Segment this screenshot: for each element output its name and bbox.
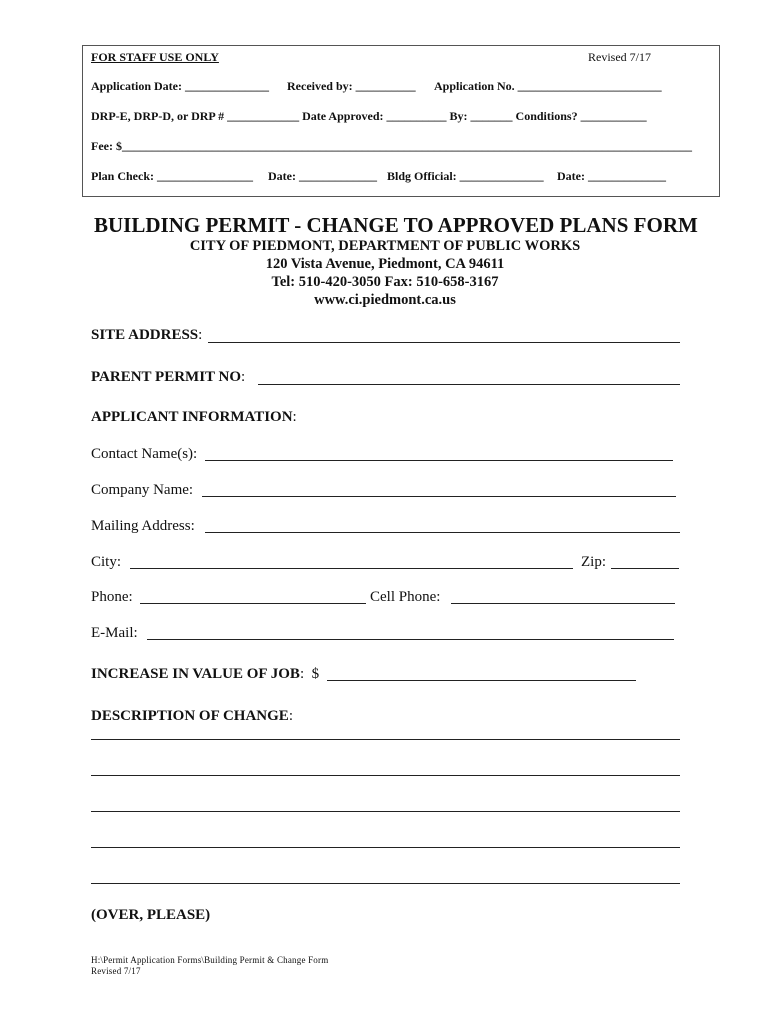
phone-input[interactable]: [140, 603, 366, 604]
plan-check-date-field[interactable]: Date: _____________: [268, 169, 377, 183]
department-address: 120 Vista Avenue, Piedmont, CA 94611: [265, 256, 505, 272]
increase-value-label: INCREASE IN VALUE OF JOB: $: [91, 666, 320, 682]
zip-input[interactable]: [611, 568, 679, 569]
city-label: City:: [91, 554, 122, 570]
zip-label: Zip:: [581, 554, 606, 570]
phone-label: Phone:: [91, 589, 133, 605]
plan-check-field[interactable]: Plan Check: ________________: [91, 169, 253, 183]
application-date-field[interactable]: Application Date: ______________: [91, 79, 269, 93]
fee-field[interactable]: Fee: $_______________________________________________________________________________________________: [91, 139, 692, 153]
parent-permit-label: PARENT PERMIT NO:: [91, 369, 246, 385]
cell-phone-input[interactable]: [451, 603, 675, 604]
description-line-2[interactable]: [91, 775, 680, 776]
description-line-4[interactable]: [91, 847, 680, 848]
applicant-info-heading: APPLICANT INFORMATION:: [91, 409, 297, 425]
bldg-official-date-field[interactable]: Date: _____________: [557, 169, 666, 183]
site-address-label: SITE ADDRESS:: [91, 327, 203, 343]
footer-revised: Revised 7/17: [91, 966, 141, 976]
mailing-address-label: Mailing Address:: [91, 518, 195, 534]
mailing-address-input[interactable]: [205, 532, 680, 533]
over-please-note: (OVER, PLEASE): [91, 907, 211, 923]
parent-permit-input[interactable]: [258, 384, 680, 385]
site-address-input[interactable]: [208, 342, 680, 343]
form-title: BUILDING PERMIT - CHANGE TO APPROVED PLANS FORM: [94, 213, 698, 237]
cell-phone-label: Cell Phone:: [370, 589, 441, 605]
email-input[interactable]: [147, 639, 674, 640]
email-label: E-Mail:: [91, 625, 138, 641]
department-website: www.ci.piedmont.ca.us: [314, 292, 456, 308]
department-phones: Tel: 510-420-3050 Fax: 510-658-3167: [271, 274, 499, 290]
drp-row[interactable]: DRP-E, DRP-D, or DRP # ____________ Date Approved: __________ By: _______ Conditions? ___________: [91, 109, 647, 123]
company-name-label: Company Name:: [91, 482, 194, 498]
revised-label: Revised 7/17: [588, 50, 651, 64]
contact-name-label: Contact Name(s):: [91, 446, 198, 462]
city-input[interactable]: [130, 568, 573, 569]
company-name-input[interactable]: [202, 496, 676, 497]
contact-name-input[interactable]: [205, 460, 673, 461]
footer-file-path: H:\Permit Application Forms\Building Permit & Change Form: [91, 955, 329, 965]
staff-use-heading: FOR STAFF USE ONLY: [91, 50, 219, 64]
description-heading: DESCRIPTION OF CHANGE:: [91, 708, 293, 724]
description-line-1[interactable]: [91, 739, 680, 740]
bldg-official-field[interactable]: Bldg Official: ______________: [387, 169, 544, 183]
increase-value-input[interactable]: [327, 680, 636, 681]
description-line-3[interactable]: [91, 811, 680, 812]
description-line-5[interactable]: [91, 883, 680, 884]
department-name: CITY OF PIEDMONT, DEPARTMENT OF PUBLIC WORKS: [189, 238, 581, 254]
received-by-field[interactable]: Received by: __________: [287, 79, 416, 93]
application-no-field[interactable]: Application No. ________________________: [434, 79, 662, 93]
